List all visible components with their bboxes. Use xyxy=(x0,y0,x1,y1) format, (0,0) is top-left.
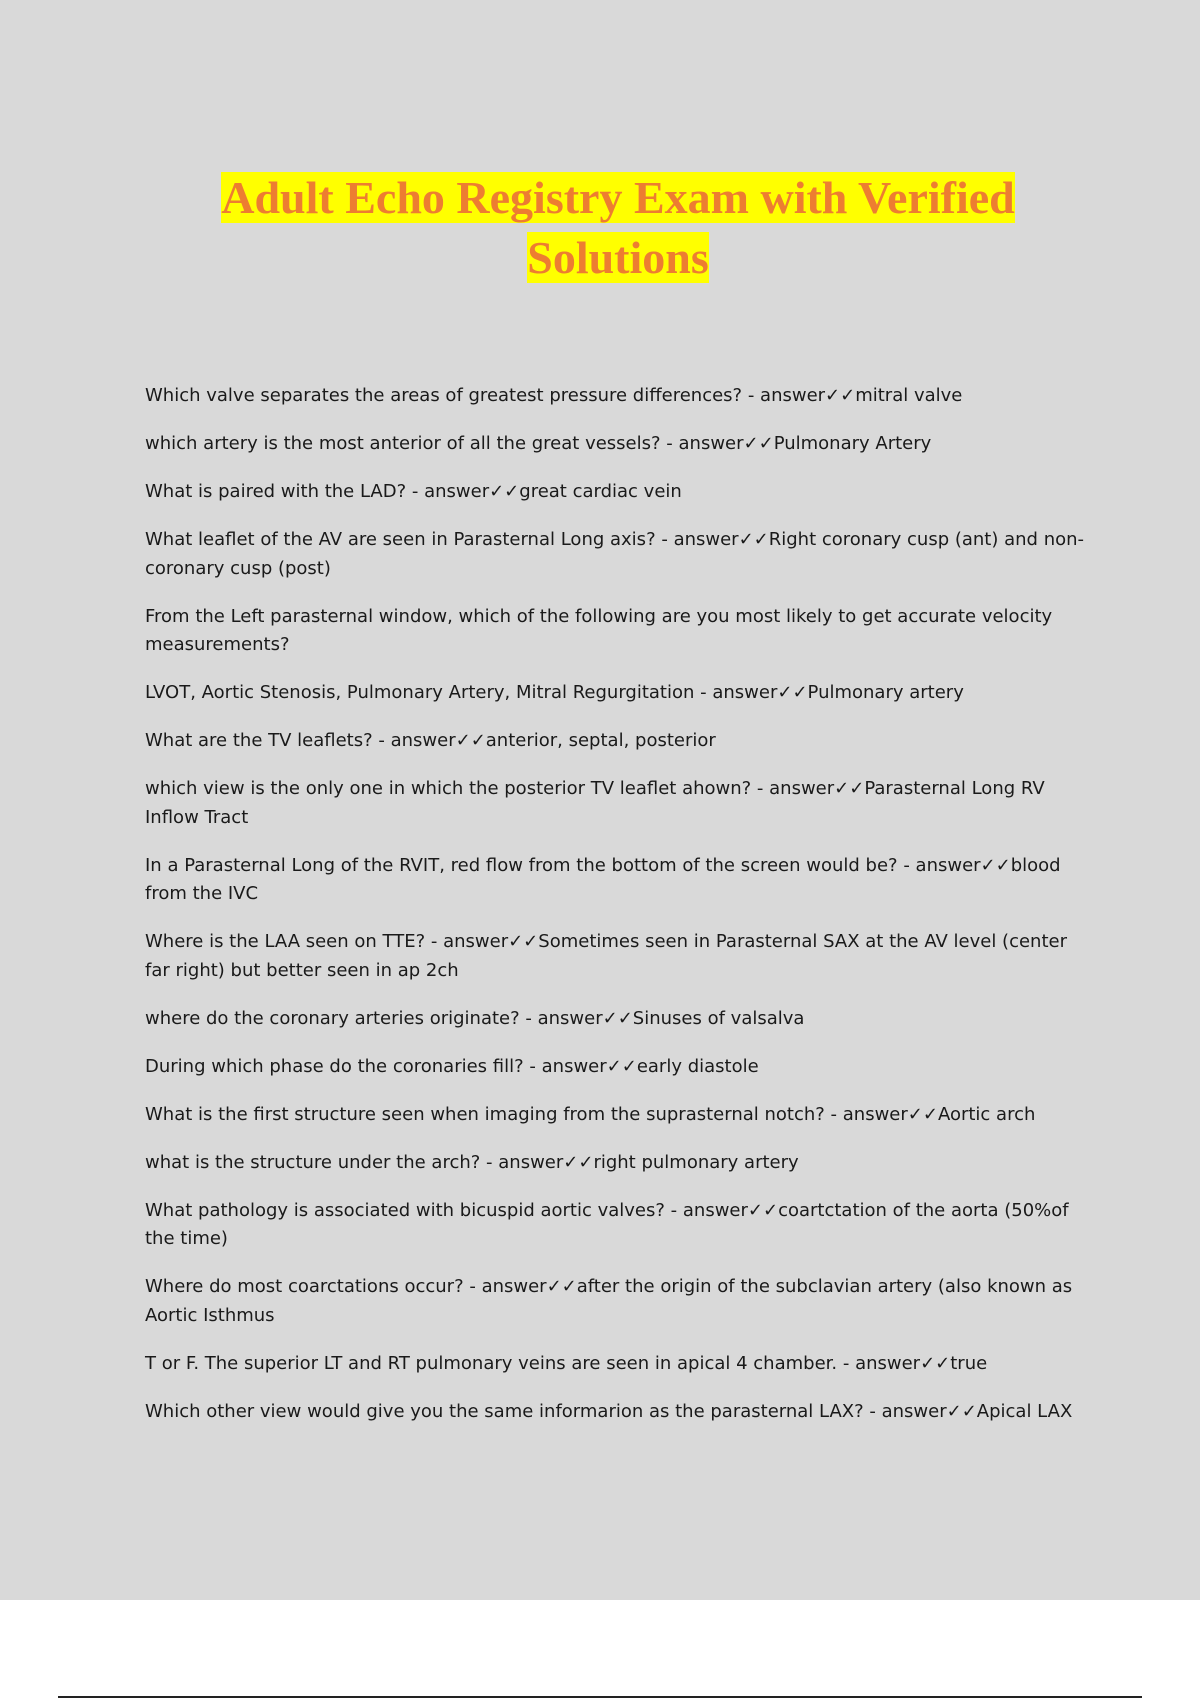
question-text: which view is the only one in which the posterior TV leaflet ahown? xyxy=(145,778,752,799)
answer-text: Aortic arch xyxy=(937,1103,1036,1125)
answer-text: Apical LAX xyxy=(976,1400,1073,1422)
answer-marker: - answer✓✓ xyxy=(863,1400,977,1422)
question-text: What are the TV leaflets? xyxy=(145,730,373,751)
answer-text: right pulmonary artery xyxy=(593,1151,799,1173)
answer-marker: - answer✓✓ xyxy=(897,854,1011,876)
answer-text: Sometimes seen in Parasternal SAX at the AV level (center far right) but better seen in ap 2ch xyxy=(145,931,1067,981)
qa-item xyxy=(145,478,1090,507)
answer-text: coartctation of the aorta (50%of the time) xyxy=(145,1199,1069,1249)
qa-item xyxy=(145,1149,1090,1178)
answer-text: Parasternal Long RV Inflow Tract xyxy=(145,778,1045,828)
question-text: From the Left parasternal window, which of the following are you most likely to get accurate velocity measurements? xyxy=(145,605,1053,655)
document-title xyxy=(150,168,1086,288)
question-text: In a Parasternal Long of the RVIT, red flow from the bottom of the screen would be? xyxy=(145,854,898,876)
question-answer-list xyxy=(145,382,1090,1446)
question-text: What is paired with the LAD? xyxy=(145,481,407,502)
answer-marker: - answer✓✓ xyxy=(742,385,856,406)
question-text: What leaflet of the AV are seen in Parasternal Long axis? xyxy=(145,529,656,550)
answer-marker: - answer✓✓ xyxy=(523,1055,637,1077)
question-text: Which other view would give you the same informarion as the parasternal LAX? xyxy=(145,1400,864,1422)
answer-text: Right coronary cusp (ant) and non-coronary cusp (post) xyxy=(145,529,1085,579)
answer-marker: - answer✓✓ xyxy=(406,481,520,502)
answer-marker: - answer✓✓ xyxy=(664,1199,779,1221)
qa-item xyxy=(145,526,1090,583)
qa-item xyxy=(145,1197,1090,1254)
answer-marker: - answer✓✓ xyxy=(751,778,865,799)
question-text: What pathology is associated with bicuspid aortic valves? xyxy=(145,1199,665,1221)
answer-text: early diastole xyxy=(636,1055,759,1077)
answer-marker: - answer✓✓ xyxy=(425,931,539,952)
question-text: where do the coronary arteries originate? xyxy=(145,1007,520,1029)
answer-marker: - answer✓✓ xyxy=(660,433,774,454)
footer-divider xyxy=(58,1696,1142,1698)
qa-item xyxy=(145,928,1090,985)
answer-text: blood from the IVC xyxy=(145,854,1061,904)
question-text: What is the first structure seen when imaging from the suprasternal notch? xyxy=(145,1103,825,1125)
answer-marker: - answer✓✓ xyxy=(463,1276,577,1297)
answer-marker: - answer✓✓ xyxy=(655,529,769,550)
qa-item xyxy=(145,1005,1090,1034)
question-text: Where do most coarctations occur? xyxy=(145,1276,464,1297)
question-text: LVOT, Aortic Stenosis, Pulmonary Artery, Mitral Regurgitation xyxy=(145,682,695,703)
qa-item xyxy=(145,1398,1090,1427)
qa-item xyxy=(145,603,1090,660)
qa-item xyxy=(145,852,1090,909)
answer-text: anterior, septal, posterior xyxy=(485,730,716,751)
question-text: which artery is the most anterior of all the great vessels? xyxy=(145,433,661,454)
title-line-2: Solutions xyxy=(527,232,709,283)
answer-marker: - answer✓✓ xyxy=(480,1151,594,1173)
answer-marker: - answer✓✓ xyxy=(694,682,808,703)
question-text: During which phase do the coronaries fill? xyxy=(145,1055,524,1077)
answer-text: great cardiac vein xyxy=(519,481,682,502)
answer-marker: - answer✓✓ xyxy=(837,1352,951,1374)
question-text: Which valve separates the areas of greatest pressure differences? xyxy=(145,385,743,406)
question-text: T or F. The superior LT and RT pulmonary veins are seen in apical 4 chamber. xyxy=(145,1352,838,1374)
qa-item xyxy=(145,1053,1090,1082)
qa-item xyxy=(145,679,1090,708)
answer-text: after the origin of the subclavian artery (also known as Aortic Isthmus xyxy=(145,1276,1073,1326)
answer-text: Pulmonary Artery xyxy=(773,433,932,454)
qa-item xyxy=(145,430,1090,459)
qa-item xyxy=(145,775,1090,832)
answer-marker: - answer✓✓ xyxy=(519,1007,633,1029)
answer-marker: - answer✓✓ xyxy=(824,1103,938,1125)
answer-text: Sinuses of valsalva xyxy=(632,1007,805,1029)
qa-item xyxy=(145,1101,1090,1130)
qa-item xyxy=(145,1350,1090,1379)
qa-item xyxy=(145,382,1090,411)
question-text: what is the structure under the arch? xyxy=(145,1151,481,1173)
qa-item xyxy=(145,1273,1090,1330)
answer-text: Pulmonary artery xyxy=(807,682,964,703)
answer-text: true xyxy=(950,1352,988,1374)
question-text: Where is the LAA seen on TTE? xyxy=(145,931,426,952)
qa-item xyxy=(145,727,1090,756)
title-line-1: Adult Echo Registry Exam with Verified xyxy=(221,172,1015,223)
answer-marker: - answer✓✓ xyxy=(372,730,486,751)
answer-text: mitral valve xyxy=(855,385,963,406)
